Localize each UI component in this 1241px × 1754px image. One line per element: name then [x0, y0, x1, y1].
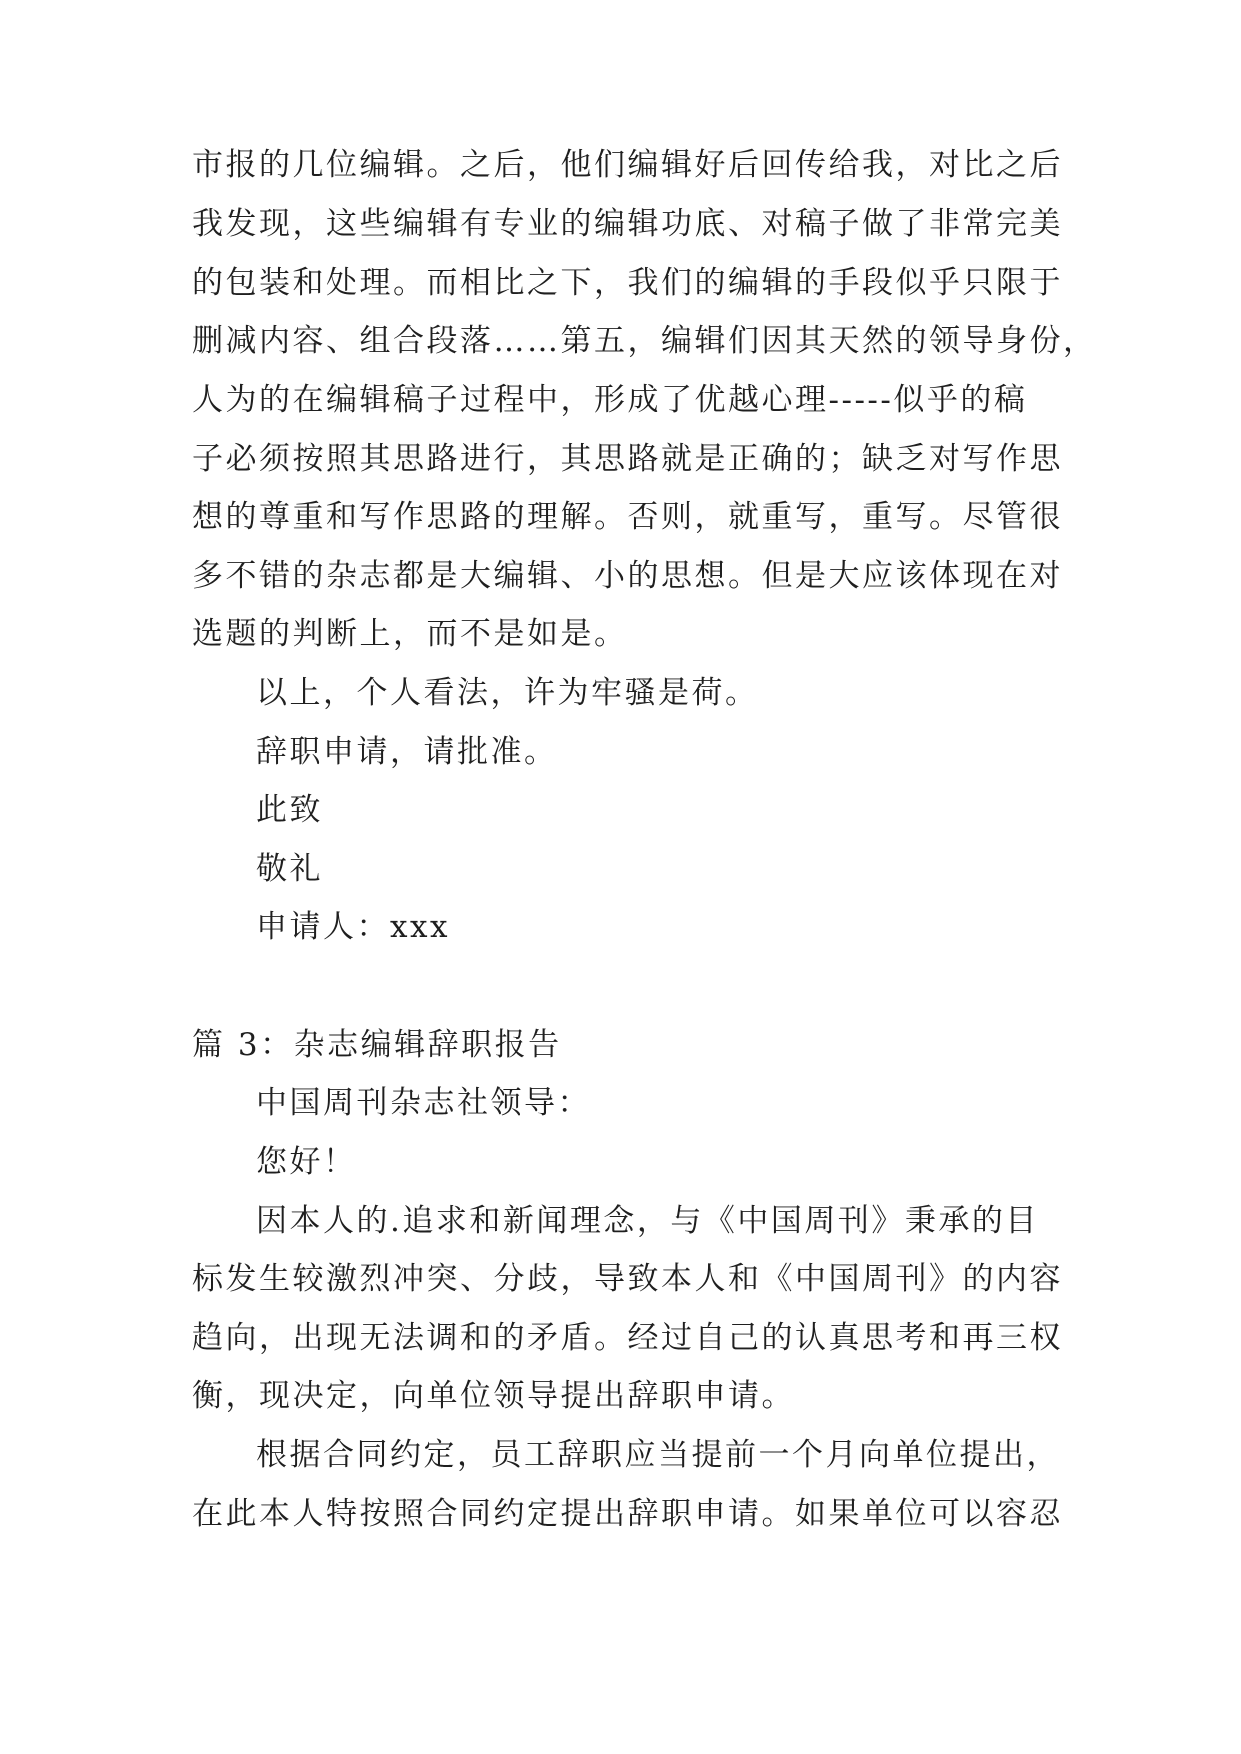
text-line: 以上，个人看法，许为牢骚是荷。 — [256, 675, 759, 711]
text-line: 趋向，出现无法调和的矛盾。经过自己的认真思考和再三权 — [192, 1320, 1063, 1356]
text-line: 子必须按照其思路进行，其思路就是正确的；缺乏对写作思 — [192, 441, 1063, 477]
text-line: 的包装和处理。而相比之下，我们的编辑的手段似乎只限于 — [192, 265, 1063, 301]
salutation-line: 中国周刊杂志社领导： — [256, 1085, 591, 1121]
text-line: 我发现，这些编辑有专业的编辑功底、对稿子做了非常完美 — [192, 206, 1063, 242]
text-line: 标发生较激烈冲突、分歧，导致本人和《中国周刊》的内容 — [192, 1261, 1063, 1297]
closing-line: 此致 — [256, 792, 323, 828]
text-line: 多不错的杂志都是大编辑、小的思想。但是大应该体现在对 — [192, 558, 1063, 594]
text-line: 选题的判断上，而不是如是。 — [192, 616, 628, 652]
text-line: 衡，现决定，向单位领导提出辞职申请。 — [192, 1378, 795, 1414]
signature-line: 申请人：xxx — [256, 909, 450, 945]
text-line: 因本人的.追求和新闻理念，与《中国周刊》秉承的目 — [256, 1203, 1039, 1239]
text-line: 市报的几位编辑。之后，他们编辑好后回传给我，对比之后 — [192, 147, 1063, 183]
text-line: 想的尊重和写作思路的理解。否则，就重写，重写。尽管很 — [192, 499, 1063, 535]
text-line: 辞职申请，请批准。 — [256, 734, 558, 770]
text-line: 在此本人特按照合同约定提出辞职申请。如果单位可以容忍 — [192, 1496, 1063, 1532]
greeting-line: 您好！ — [256, 1144, 357, 1180]
text-line: 人为的在编辑稿子过程中，形成了优越心理-----似乎的稿 — [192, 382, 1028, 418]
text-line: 删减内容、组合段落……第五，编辑们因其天然的领导身份， — [192, 323, 1097, 359]
text-line: 根据合同约定，员工辞职应当提前一个月向单位提出， — [256, 1437, 1060, 1473]
closing-line: 敬礼 — [256, 851, 323, 887]
section-heading: 篇 3：杂志编辑辞职报告 — [192, 1027, 562, 1063]
